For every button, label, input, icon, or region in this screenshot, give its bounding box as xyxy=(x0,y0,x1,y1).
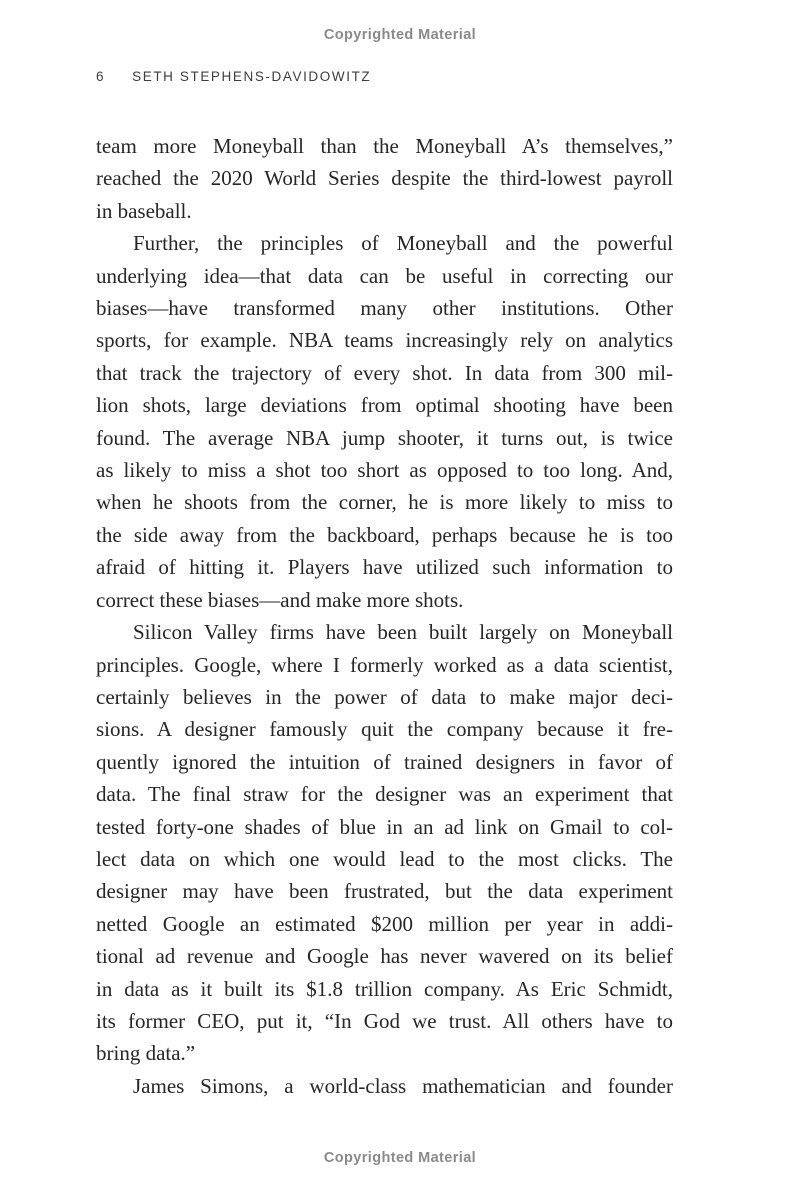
text-line: the side away from the backboard, perhaps because he is too xyxy=(96,522,673,547)
text-line: designer may have been frustrated, but the data experiment xyxy=(96,879,673,904)
page-number: 6 xyxy=(96,69,106,84)
text-line: lect data on which one would lead to the most clicks. The xyxy=(96,846,673,871)
text-line: sports, for example. NBA teams increasingly rely on analytics xyxy=(96,328,673,353)
text-line: bring data.” xyxy=(96,1041,196,1066)
text-line: principles. Google, where I formerly worked as a data scientist, xyxy=(96,652,673,677)
text-line: underlying idea—that data can be useful in correcting our xyxy=(96,263,673,288)
text-line: as likely to miss a shot too short as opposed to too long. And, xyxy=(96,458,673,483)
text-line: quently ignored the intuition of trained designers in favor of xyxy=(96,749,673,774)
text-line: Silicon Valley firms have been built largely on Moneyball xyxy=(133,620,673,645)
text-line: certainly believes in the power of data to make major deci- xyxy=(96,684,673,709)
text-line: afraid of hitting it. Players have utilized such information to xyxy=(96,555,673,580)
text-line: James Simons, a world-class mathematician and founder xyxy=(133,1073,673,1098)
page-header xyxy=(96,69,371,84)
text-line: lion shots, large deviations from optimal shooting have been xyxy=(96,393,673,418)
text-line: netted Google an estimated $200 million per year in addi- xyxy=(96,911,673,936)
text-line: that track the trajectory of every shot. In data from 300 mil- xyxy=(96,360,673,385)
text-line: correct these biases—and make more shots. xyxy=(96,587,464,612)
running-head-author: SETH STEPHENS-DAVIDOWITZ xyxy=(132,69,372,84)
text-line: biases—have transformed many other institutions. Other xyxy=(96,296,673,321)
text-line: in baseball. xyxy=(96,198,192,223)
text-line: Further, the principles of Moneyball and the powerful xyxy=(133,231,673,256)
text-line: team more Moneyball than the Moneyball A’s themselves,” xyxy=(96,134,673,158)
body-text xyxy=(96,130,673,1102)
copyright-watermark-top: Copyrighted Material xyxy=(323,27,477,43)
text-line: data. The final straw for the designer was an experiment that xyxy=(96,782,673,807)
text-line: reached the 2020 World Series despite the third-lowest payroll xyxy=(96,166,673,191)
text-line: sions. A designer famously quit the company because it fre- xyxy=(96,717,673,742)
text-line: its former CEO, put it, “In God we trust. All others have to xyxy=(96,1008,673,1033)
text-line: tional ad revenue and Google has never wavered on its belief xyxy=(96,944,673,969)
text-line: found. The average NBA jump shooter, it turns out, is twice xyxy=(96,425,673,450)
text-line: when he shoots from the corner, he is more likely to miss to xyxy=(96,490,673,515)
text-line: in data as it built its $1.8 trillion company. As Eric Schmidt, xyxy=(96,976,673,1001)
copyright-watermark-bottom: Copyrighted Material xyxy=(323,1150,477,1166)
text-line: tested forty-one shades of blue in an ad link on Gmail to col- xyxy=(96,814,673,839)
